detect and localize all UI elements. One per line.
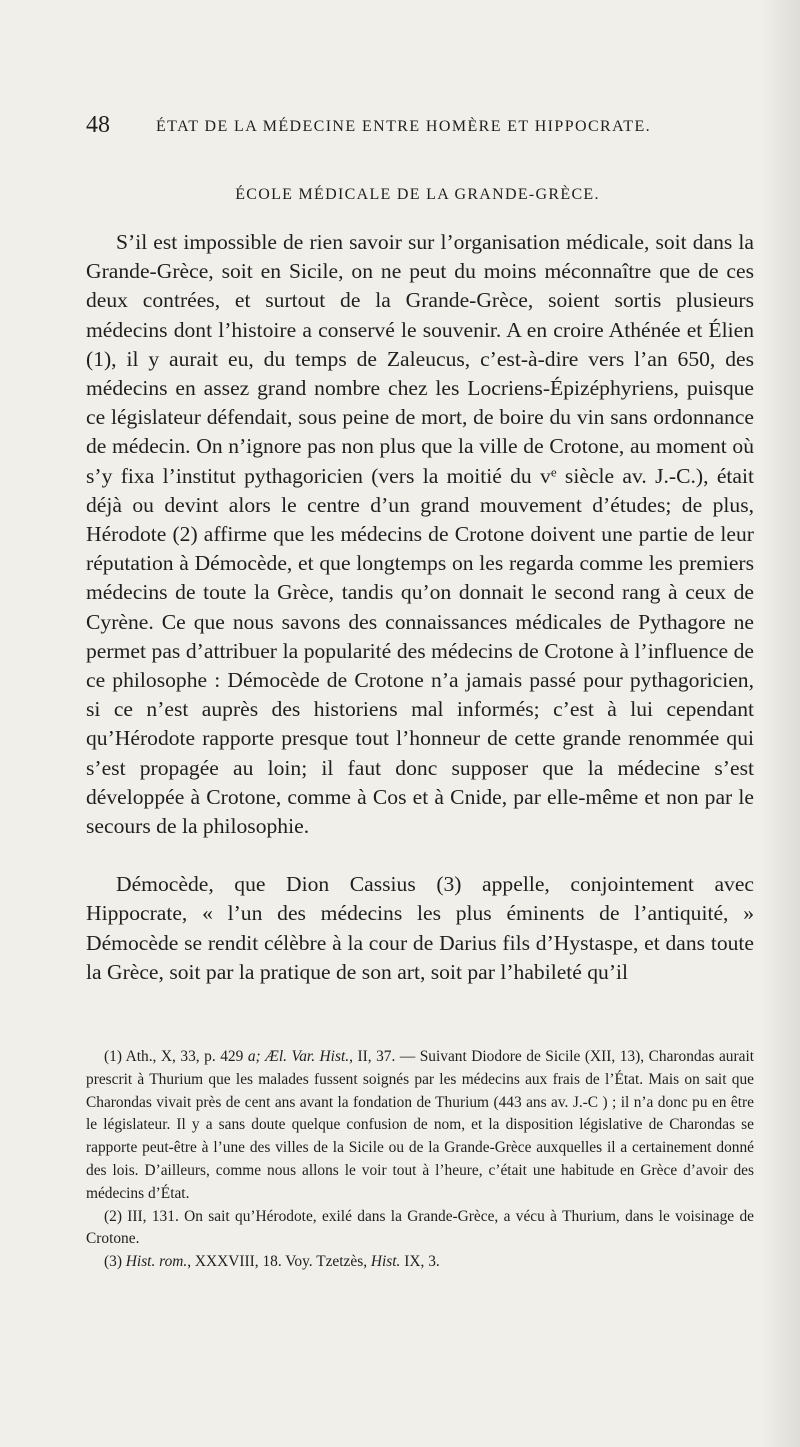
footnote-1: (1) Ath., X, 33, p. 429 a; Æl. Var. Hist., II, 37. — Suivant Diodore de Sicile (XII, 13), Charondas aurait prescrit à Thurium que les malades fussent soignés par les médecins aux frais de l’État. Mais on sait que Charondas vivait près de cent ans avant la fondation de Thurium (443 ans av. J.-C ) ; il n’a donc pu en être le législateur. Il y a sans doute quelque confusion de nom, et la disposition législative de Charondas se rapporte peut-être à l’une des villes de la Sicile ou de la Grande-Grèce auxquelles il a certainement donné des lois. D’ailleurs, comme nous allons le voir tout à l’heure, c’était une habitude en Grèce d’avoir des médecins d’État. <box>86 1048 754 1202</box>
paragraph: S’il est impossible de rien savoir sur l’organisation médicale, soit dans la Grande-Grèce, soit en Sicile, on ne peut du moins méconnaître que de ces deux contrées, et surtout de la Grande-Grèce, soient sortis plusieurs médecins dont l’histoire a conservé le souvenir. A en croire Athénée et Élien (1), il y aurait eu, du temps de Zaleucus, c’est-à-dire vers l’an 650, des médecins en assez grand nombre chez les Locriens-Épizéphyriens, puisque ce législateur défendait, sous peine de mort, de boire du vin sans ordonnance de médecin. On n’ignore pas non plus que la ville de Crotone, au moment où s’y fixa l’institut pythagoricien (vers la moitié du $v^e$ siècle av. J.-C.), était déjà ou devint alors le centre d’un grand mouvement d’études; de plus, Hérodote (2) affirme que les médecins de Crotone doivent une partie de leur réputation à Démocède, et que longtemps on les regarda comme les premiers médecins de toute la Grèce, tandis qu’on donnait le second rang à ceux de Cyrène. Ce que nous savons des connaissances médicales de Pythagore ne permet pas d’attribuer la popularité des médecins de Crotone à l’influence de ce philosophe : Démocède de Crotone n’a jamais passé pour pythagoricien, si ce n’est auprès des historiens mal informés; c’est à lui cependant qu’Hérodote rapporte presque tout l’honneur de cette grande renommée qui s’est propagée au loin; il faut donc supposer que la médecine s’est développée à Crotone, comme à Cos et à Cnide, par elle-même et non par le secours de la philosophie. <box>86 230 754 839</box>
page-number: 48 <box>86 112 110 138</box>
main-text <box>86 228 754 987</box>
page-header <box>86 112 688 144</box>
section-title: ÉCOLE MÉDICALE DE LA GRANDE-GRÈCE. <box>235 186 600 203</box>
paragraph: Démocède, que Dion Cassius (3) appelle, conjointement avec Hippocrate, « l’un des médecins les plus éminents de l’antiquité, » Démocède se rendit célèbre à la cour de Darius fils d’Hystaspe, et dans toute la Grèce, soit par la pratique de son art, soit par l’habileté qu’il <box>86 872 754 984</box>
superscript: e <box>550 464 557 480</box>
footnotes <box>86 1046 754 1274</box>
footnote-3: (3) Hist. rom., XXXVIII, 18. Voy. Tzetzès, Hist. IX, 3. <box>104 1253 440 1271</box>
footnote-2: (2) III, 131. On sait qu’Hérodote, exilé dans la Grande-Grèce, a vécu à Thurium, dans le voisinage de Crotone. <box>86 1207 754 1248</box>
page-edge-shadow <box>760 0 800 1447</box>
running-title: ÉTAT DE LA MÉDECINE ENTRE HOMÈRE ET HIPPOCRATE. <box>156 118 652 135</box>
